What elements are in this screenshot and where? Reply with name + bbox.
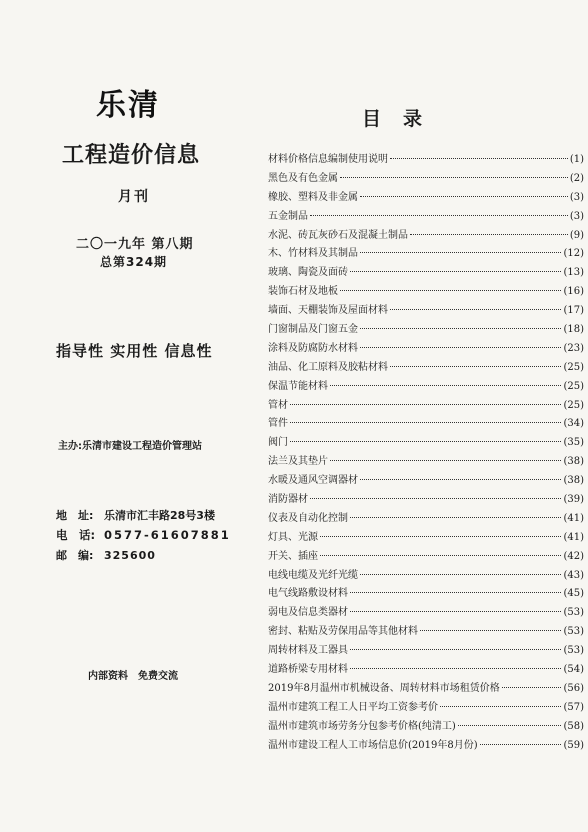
toc-dot-leader	[350, 517, 561, 518]
toc-item	[268, 227, 584, 246]
toc-dot-leader	[390, 158, 568, 159]
toc-item	[268, 567, 584, 586]
toc-item-title: 五金制品	[268, 210, 308, 222]
toc-dot-leader	[340, 290, 561, 291]
zip-value: 325600	[104, 549, 156, 562]
toc-item	[268, 397, 584, 416]
toc-item-page: (3)	[569, 210, 584, 222]
toc-dot-leader	[290, 422, 561, 423]
toc-item-page: (57)	[563, 701, 584, 713]
toc-dot-leader	[410, 234, 568, 235]
brand-name: 乐清	[96, 88, 160, 123]
toc-item-title: 橡胶、塑料及非金属	[268, 191, 358, 203]
total-issue-number: 总第324期	[100, 255, 168, 269]
toc-item	[268, 623, 584, 642]
toc-item	[268, 245, 584, 264]
toc-dot-leader	[390, 309, 561, 310]
toc-item	[268, 321, 584, 340]
toc-item-page: (45)	[563, 588, 584, 600]
toc-item-title: 仪表及自动化控制	[268, 512, 348, 524]
toc-item	[268, 529, 584, 548]
toc-item	[268, 548, 584, 567]
issue-number: 二〇一九年 第八期	[76, 237, 194, 252]
toc-item	[268, 737, 584, 756]
toc-item-title: 涂料及防腐防水材料	[268, 342, 358, 354]
toc-item-title: 门窗制品及门窗五金	[268, 324, 358, 336]
toc-dot-leader	[360, 328, 561, 329]
toc-item	[268, 340, 584, 359]
toc-item-title: 法兰及其垫片	[268, 456, 328, 468]
toc-item-page: (9)	[569, 229, 584, 241]
toc-item-page: (35)	[563, 437, 584, 449]
toc-dot-leader	[350, 649, 561, 650]
toc-item	[268, 283, 584, 302]
toc-item-title: 开关、插座	[268, 550, 318, 562]
toc-dot-leader	[360, 196, 568, 197]
toc-dot-leader	[350, 611, 561, 612]
toc-item-title: 管件	[268, 418, 288, 430]
toc-item	[268, 264, 584, 283]
toc-item-title: 油品、化工原料及胶粘材料	[268, 361, 388, 373]
toc-item-title: 道路桥梁专用材料	[268, 664, 348, 676]
toc-item-page: (18)	[563, 324, 584, 336]
toc-dot-leader	[390, 366, 561, 367]
toc-item-page: (16)	[563, 286, 584, 298]
toc-item	[268, 642, 584, 661]
toc-item	[268, 434, 584, 453]
toc-item	[268, 170, 584, 189]
toc-item	[268, 585, 584, 604]
toc-dot-leader	[440, 706, 561, 707]
toc-item-title: 周转材料及工器具	[268, 645, 348, 657]
toc-item-page: (2)	[569, 172, 584, 184]
zip-line	[56, 547, 156, 563]
toc-item-title: 消防器材	[268, 494, 308, 506]
address-label: 地 址:	[56, 509, 94, 522]
toc-dot-leader	[360, 347, 561, 348]
toc-item	[268, 661, 584, 680]
toc-item	[268, 359, 584, 378]
toc-item-title: 材料价格信息编制使用说明	[268, 154, 388, 165]
toc-item-page: (38)	[563, 475, 584, 487]
toc-item-title: 阀门	[268, 437, 288, 449]
toc-item	[268, 189, 584, 208]
toc-item-page: (25)	[563, 399, 584, 411]
toc-item-page: (43)	[563, 569, 584, 581]
toc-item-title: 保温节能材料	[268, 380, 328, 392]
toc-dot-leader	[350, 592, 561, 593]
toc-item-page: (23)	[563, 342, 584, 354]
toc-item-page: (58)	[563, 720, 584, 732]
toc-item	[268, 151, 584, 170]
toc-item-page: (39)	[563, 494, 584, 506]
toc-item-title: 灯具、光源	[268, 531, 318, 543]
address-line	[56, 507, 215, 523]
toc-item	[268, 718, 584, 737]
toc-item-page: (54)	[563, 664, 584, 676]
toc-item-title: 温州市建设工程人工市场信息价(2019年8月份)	[268, 739, 478, 751]
toc-item	[268, 699, 584, 718]
toc-dot-leader	[458, 725, 562, 726]
toc-item-title: 2019年8月温州市机械设备、周转材料市场租赁价格	[268, 682, 500, 694]
toc-item-title: 墙面、天棚装饰及屋面材料	[268, 305, 388, 317]
toc-dot-leader	[360, 252, 561, 253]
table-of-contents	[268, 151, 584, 756]
zip-label: 邮 编:	[56, 549, 94, 562]
toc-item-page: (34)	[563, 418, 584, 430]
toc-item-page: (3)	[569, 191, 584, 203]
toc-dot-leader	[290, 404, 561, 405]
toc-item-page: (41)	[563, 512, 584, 524]
toc-item-title: 电气线路敷设材料	[268, 588, 348, 600]
toc-item-title: 温州市建筑市场劳务分包参考价格(纯清工)	[268, 720, 456, 732]
toc-item-title: 温州市建筑工程工人日平均工资参考价	[268, 701, 438, 713]
toc-item	[268, 208, 584, 227]
address-value: 乐清市汇丰路28号3楼	[104, 509, 215, 522]
toc-item-page: (53)	[563, 626, 584, 638]
publication-frequency: 月刊	[118, 189, 150, 205]
toc-item-title: 密封、粘贴及劳保用品等其他材料	[268, 626, 418, 638]
toc-dot-leader	[340, 177, 568, 178]
toc-item-page: (53)	[563, 645, 584, 657]
toc-dot-leader	[420, 630, 561, 631]
toc-item-title: 弱电及信息类器材	[268, 607, 348, 619]
toc-dot-leader	[290, 441, 561, 442]
toc-item-title: 装饰石材及地板	[268, 286, 338, 298]
toc-dot-leader	[320, 536, 561, 537]
toc-dot-leader	[502, 687, 562, 688]
toc-dot-leader	[350, 271, 561, 272]
toc-item-page: (59)	[563, 739, 584, 751]
toc-dot-leader	[320, 555, 561, 556]
toc-item-title: 电线电缆及光纤光缆	[268, 569, 358, 581]
phone-value: 0577-61607881	[104, 528, 231, 542]
toc-item-title: 水暖及通风空调器材	[268, 475, 358, 487]
toc-item-page: (25)	[563, 361, 584, 373]
toc-dot-leader	[330, 460, 561, 461]
toc-item	[268, 302, 584, 321]
toc-dot-leader	[350, 668, 561, 669]
toc-item-page: (56)	[563, 682, 584, 694]
toc-item	[268, 604, 584, 623]
toc-item-page: (17)	[563, 305, 584, 317]
toc-dot-leader	[360, 574, 561, 575]
toc-item-title: 黑色及有色金属	[268, 172, 338, 184]
toc-dot-leader	[310, 498, 561, 499]
toc-dot-leader	[330, 385, 561, 386]
toc-item	[268, 680, 584, 699]
toc-dot-leader	[360, 479, 561, 480]
toc-item-page: (42)	[563, 550, 584, 562]
toc-item-page: (13)	[563, 267, 584, 279]
toc-item	[268, 378, 584, 397]
toc-heading: 目录	[362, 108, 445, 130]
toc-item-title: 水泥、砖瓦灰砂石及混凝土制品	[268, 229, 408, 241]
toc-item	[268, 491, 584, 510]
slogan: 指导性 实用性 信息性	[56, 342, 213, 360]
toc-item	[268, 453, 584, 472]
footer-note: 内部资料 免费交流	[88, 671, 178, 682]
toc-dot-leader	[310, 215, 568, 216]
toc-item-page: (1)	[569, 154, 584, 165]
toc-item-page: (38)	[563, 456, 584, 468]
cover-panel	[0, 0, 265, 832]
magazine-title: 工程造价信息	[62, 143, 201, 168]
toc-item-page: (12)	[563, 248, 584, 260]
toc-item	[268, 472, 584, 491]
toc-item-page: (53)	[563, 607, 584, 619]
toc-item-page: (41)	[563, 531, 584, 543]
toc-item-page: (25)	[563, 380, 584, 392]
toc-dot-leader	[480, 744, 562, 745]
toc-item-title: 管材	[268, 399, 288, 411]
phone-label: 电 话:	[56, 528, 96, 542]
toc-item-title: 玻璃、陶瓷及面砖	[268, 267, 348, 279]
sponsor: 主办:乐清市建设工程造价管理站	[58, 441, 202, 452]
phone-line	[56, 527, 231, 543]
toc-item-title: 木、竹材料及其制品	[268, 248, 358, 260]
toc-item	[268, 510, 584, 529]
toc-item	[268, 415, 584, 434]
